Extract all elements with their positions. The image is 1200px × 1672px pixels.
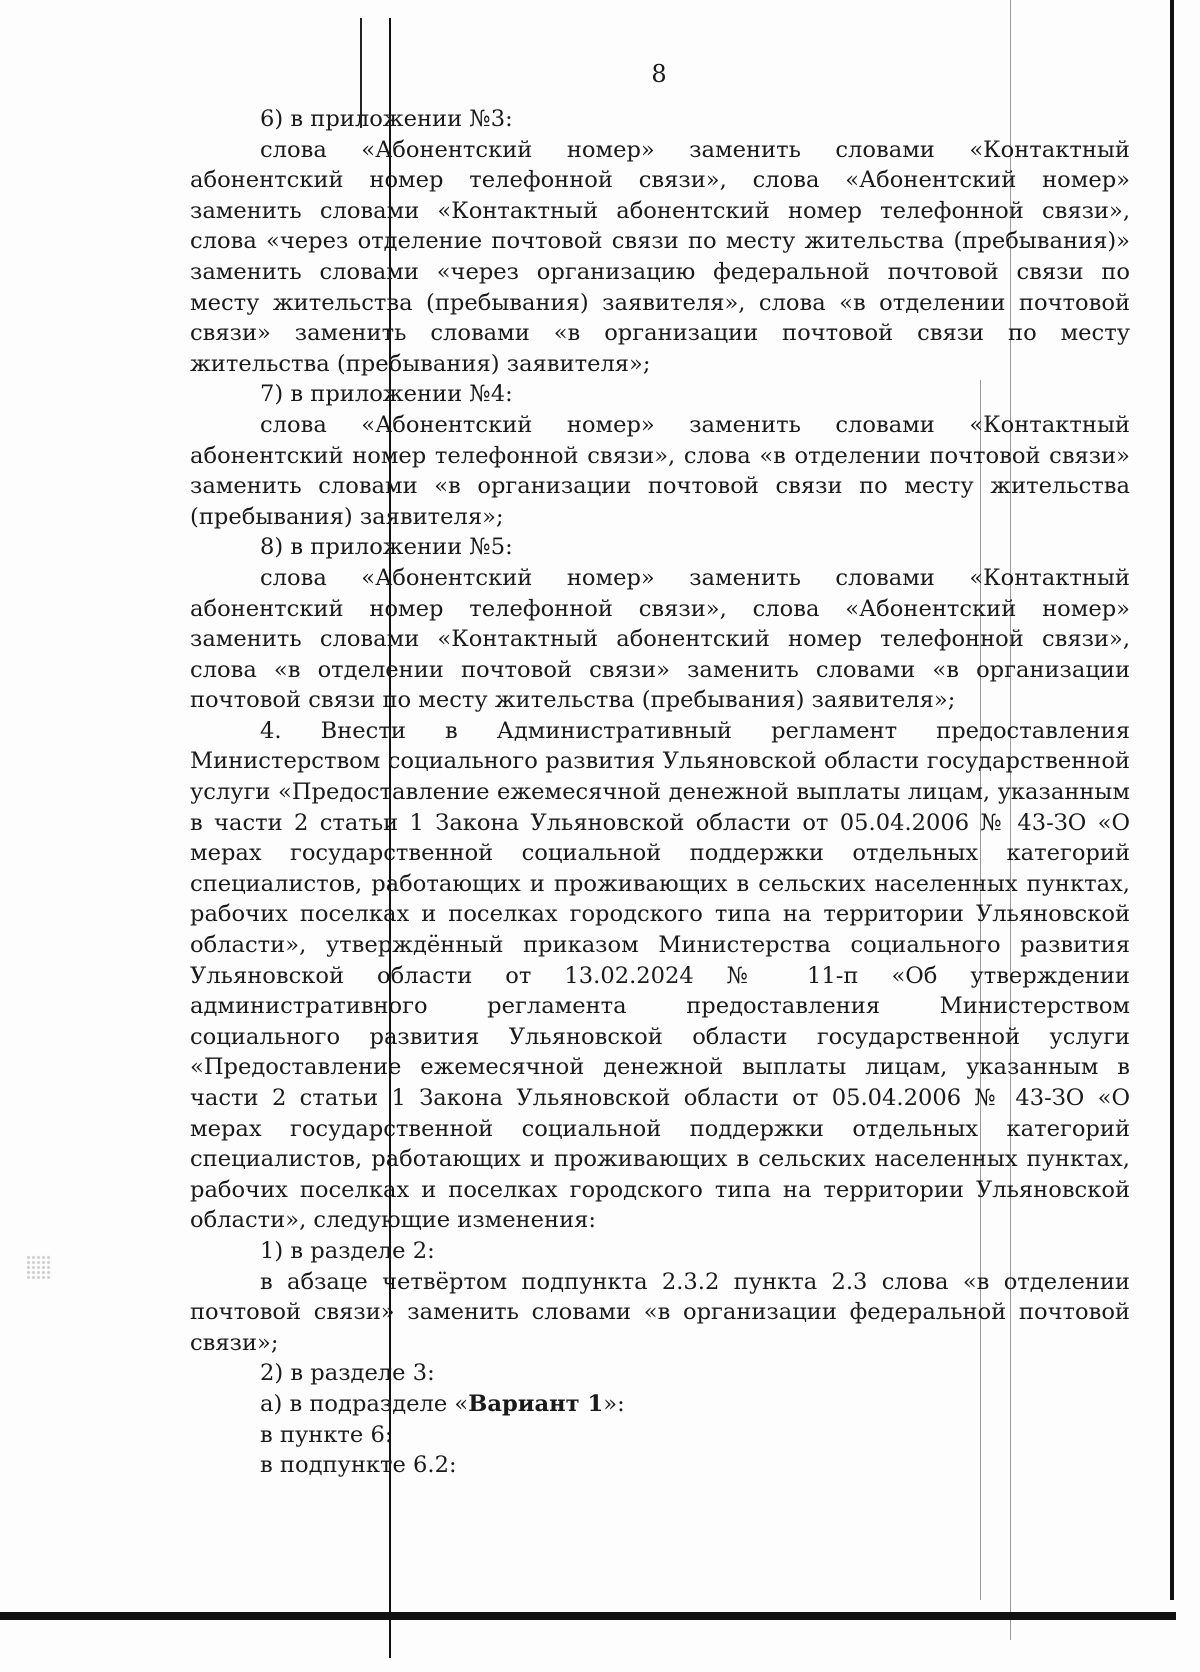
item-heading: 7) в приложении №4: — [260, 381, 513, 408]
paragraph: слова «Абонентский номер» заменить словами «Контактный абонентский номер телефонной связи», слова «Абонентский номер» заменить словами «Контактный абонентский номер телефонной связи», слова «через отделение почтовой связи по месту жительства (пребывания)» заменить словами «через организацию федеральной почтовой связи по месту жительства (пребывания) заявителя», слова «в отделении почтовой связи» заменить словами «в организации почтовой связи по месту жительства (пребывания) заявителя»; — [190, 136, 1130, 377]
scan-border-right — [1170, 0, 1174, 1600]
paragraph: 4. Внести в Административный регламент предоставления Министерством социального развития Ульяновской области государственной услуги «Предоставление ежемесячной денежной выплаты лицам, указанным в части 2 статьи 1 Закона Ульяновской области от 05.04.2006 № 43-ЗО «О мерах государственной социальной поддержки отдельных категорий специалистов, работающих и проживающих в сельских населенных пунктах, рабочих поселках и поселках городского типа на территории Ульяновской области», утверждённый приказом Министерства социального развития Ульяновской области от 13.02.2024 № 11-п «Об утверждении административного регламента предоставления Министерством социального развития Ульяновской области государственной услуги «Предоставление ежемесячной денежной выплаты лицам, указанным в части 2 статьи 1 Закона Ульяновской области от 05.04.2006 № 43-ЗО «О мерах государственной социальной поддержки отдельных категорий специалистов, работающих и проживающих в сельских населенных пунктах, рабочих поселках и поселках городского типа на территории Ульяновской области», следующие изменения: — [190, 717, 1130, 1234]
item-heading: в пункте 6: — [260, 1421, 393, 1448]
scan-speck — [26, 1255, 52, 1279]
paragraph: слова «Абонентский номер» заменить словами «Контактный абонентский номер телефонной связи», слова «в отделении почтовой связи» заменить словами «в организации почтовой связи по месту жительства (пребывания) заявителя»; — [190, 411, 1130, 530]
document-body — [190, 104, 1130, 1481]
page-number: 8 — [651, 60, 667, 88]
item-heading: 2) в разделе 3: — [260, 1360, 435, 1387]
paragraph: в абзаце четвёртом подпункта 2.3.2 пункта 2.3 слова «в отделении почтовой связи» заменить словами «в организации федеральной почтовой связи»; — [190, 1268, 1130, 1356]
item-heading: в подпункте 6.2: — [260, 1452, 457, 1479]
subsection-line — [190, 1389, 1130, 1420]
item-heading: 8) в приложении №5: — [260, 534, 513, 561]
subsection-suffix: »: — [603, 1390, 625, 1417]
item-heading: 6) в приложении №3: — [260, 106, 513, 132]
subsection-prefix: а) в подразделе « — [260, 1390, 469, 1417]
item-heading: 1) в разделе 2: — [260, 1237, 435, 1264]
variant-label: Вариант 1 — [468, 1390, 604, 1417]
scan-border-bottom — [0, 1612, 1176, 1620]
paragraph: слова «Абонентский номер» заменить словами «Контактный абонентский номер телефонной связи», слова «Абонентский номер» заменить словами «Контактный абонентский номер телефонной связи», слова «в отделении почтовой связи» заменить словами «в организации почтовой связи по месту жительства (пребывания) заявителя»; — [190, 564, 1130, 714]
